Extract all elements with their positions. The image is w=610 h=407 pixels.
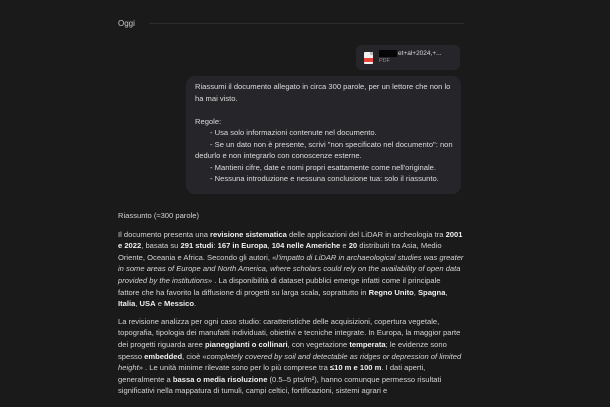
response-title: Riassunto (≈300 parole) — [118, 211, 199, 220]
assistant-response — [118, 210, 464, 403]
day-separator — [118, 14, 464, 32]
pdf-file-icon — [364, 52, 373, 64]
attachment-file-name: et+al+2024,+... — [398, 49, 442, 57]
rule-item: - Nessuna introduzione e nessuna conclusione tua: solo il riassunto. — [210, 174, 439, 183]
divider-line — [149, 23, 464, 24]
attachment-info — [379, 50, 442, 65]
rules-title: Regole: — [195, 116, 222, 126]
rule-item: - Usa solo informazioni contenute nel documento. — [210, 128, 377, 137]
attachment-chip[interactable] — [356, 45, 460, 70]
response-paragraph: La revisione analizza per ogni caso studio: caratteristiche delle acquisizioni, copertura vegetale, topografia, tipologia dei manufatti individuati, obiettivi e tecniche integrate. In Europa, la maggior parte dei progetti riguarda aree pianeggianti o collinari, con vegetazione temperata; le evidenze sono spesso embedded, cioè «completely covered by soil and detectable as ridges or depression of limited height» . Le unità minime rilevate sono per lo più comprese tra ≤10 m e 100 m. I dati aperti, generalmente a bassa o media risoluzione (0.5–5 pts/m²), hanno comunque permesso risultati significativi nella mappatura di tumuli, campi celtici, fortificazioni, sistemi agrari e — [118, 316, 462, 396]
attachment-file-type: PDF — [379, 58, 390, 65]
attachment-name — [379, 50, 442, 57]
response-paragraph: Il documento presenta una revisione sistematica delle applicazioni del LiDAR in archeologia tra 2001 e 2022, basata su 291 studi: 167 in Europa, 104 nelle Americhe e 20 distribuiti tra Asia, Medio Oriente, Oceania e Africa. Secondo gli autori, «l'impatto di LiDAR in archaeological studies was greater in some areas of Europe and North America, where scholars could rely on the availability of open data provided by the institutions» . La disponibilità di dataset pubblici emerge infatti come il principale fattore che ha favorito la diffusione di progetti su larga scala, soprattutto in Regno Unito, Spagna, Italia, USA e Messico. — [118, 229, 464, 309]
redaction-bar — [379, 50, 397, 57]
rule-item: - Se un dato non è presente, scrivi "non specificato nel documento": non dedurlo e non integrarlo con conoscenze esterne. — [195, 139, 453, 160]
user-request: Riassumi il documento allegato in circa 300 parole, per un lettore che non lo ha mai visto. — [195, 82, 451, 103]
rule-item: - Mantieni cifre, date e nomi propri esattamente come nell'originale. — [210, 162, 436, 172]
day-label: Oggi — [118, 18, 135, 28]
user-message-bubble — [186, 76, 461, 194]
